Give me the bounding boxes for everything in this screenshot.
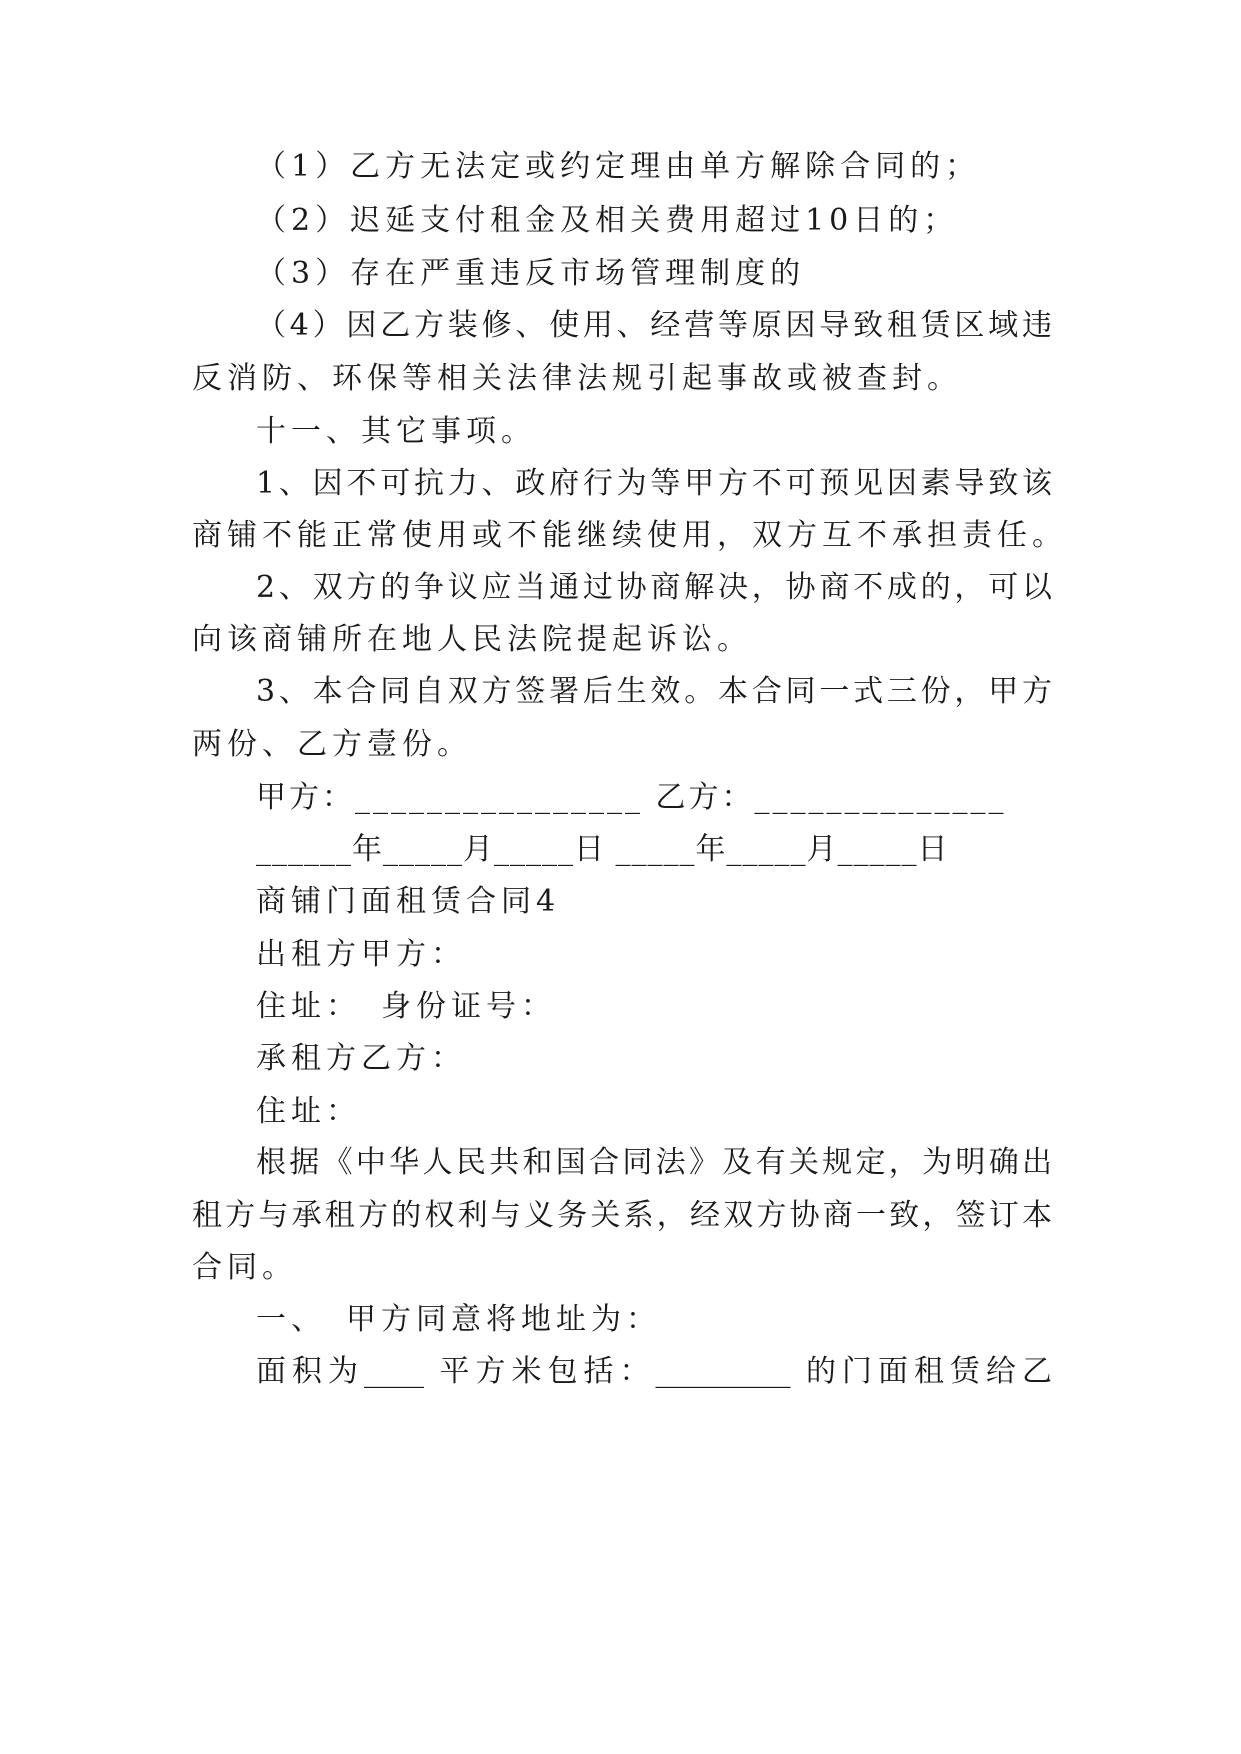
text-line: 住址： 身份证号： xyxy=(256,989,556,1024)
text-line: 面积为____ 平方米包括：_________ 的门面租赁给乙 xyxy=(256,1354,1052,1389)
text-line: 1、因不可抗力、政府行为等甲方不可预见因素导致该 xyxy=(256,466,1052,501)
text-line: 一、 甲方同意将地址为： xyxy=(256,1302,661,1337)
text-line: 合同。 xyxy=(192,1250,297,1285)
contract-title: 商铺门面租赁合同4 xyxy=(256,884,561,919)
text-line: 根据《中华人民共和国合同法》及有关规定，为明确出 xyxy=(256,1145,1052,1180)
text-line: 商铺不能正常使用或不能继续使用，双方互不承担责任。 xyxy=(192,518,1067,553)
text-line: （4）因乙方装修、使用、经营等原因导致租赁区域违 xyxy=(256,308,1052,343)
text-line: 租方与承租方的权利与义务关系，经双方协商一致，签订本 xyxy=(192,1198,1052,1233)
date-line: ______年_____月_____日 _____年_____月_____日 xyxy=(256,832,949,867)
text-line: 承租方乙方： xyxy=(256,1041,466,1076)
text-line: 两份、乙方壹份。 xyxy=(192,727,472,762)
text-line: （1）乙方无法定或约定理由单方解除合同的； xyxy=(256,149,981,184)
text-line: 住址： xyxy=(256,1094,361,1129)
text-line: 出租方甲方： xyxy=(256,937,466,972)
text-line: （3）存在严重违反市场管理制度的 xyxy=(256,256,806,291)
text-line: （2）迟延支付租金及相关费用超过10日的； xyxy=(256,203,959,238)
text-line: 3、本合同自双方签署后生效。本合同一式三份，甲方 xyxy=(256,674,1052,709)
text-line: 2、双方的争议应当通过协商解决，协商不成的，可以 xyxy=(256,570,1052,605)
section-heading: 十一、其它事项。 xyxy=(256,414,536,449)
text-line: 向该商铺所在地人民法院提起诉讼。 xyxy=(192,622,752,657)
text-line: 反消防、环保等相关法律法规引起事故或被查封。 xyxy=(192,361,962,396)
signature-line: 甲方：________________ 乙方：______________ xyxy=(256,780,1007,815)
